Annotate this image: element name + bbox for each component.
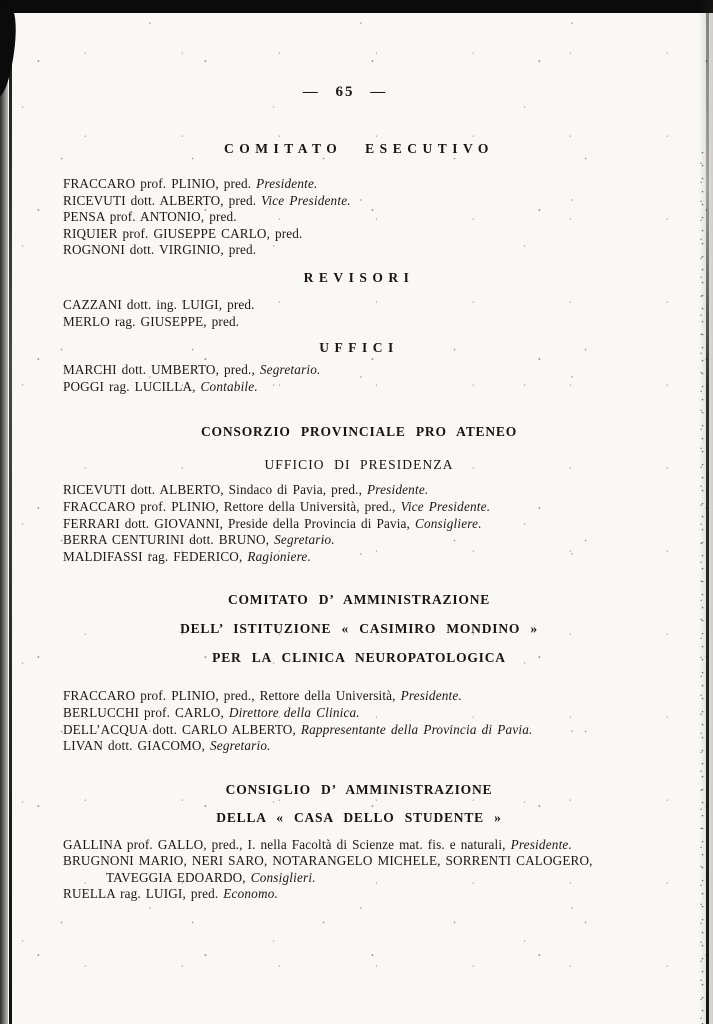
section-comitato-amministrazione-mondino xyxy=(63,592,655,754)
entry-list xyxy=(63,297,655,330)
entry-role: Segretario. xyxy=(209,738,271,754)
entry-text: RICEVUTI dott. ALBERTO, pred. xyxy=(63,192,262,208)
scan-edge-left-line xyxy=(9,10,12,1024)
section-heading: REVISORI xyxy=(303,269,415,285)
entry-role: Presidente. xyxy=(256,176,318,191)
entry-role: Presidente. xyxy=(366,482,429,498)
entry-role: Direttore della Clinica. xyxy=(228,704,360,720)
sections-container xyxy=(63,141,655,903)
scan-edge-left-gutter xyxy=(0,0,8,1024)
entry-role: Ragioniere. xyxy=(247,548,311,564)
entry-line xyxy=(63,297,655,314)
entry-line xyxy=(63,209,655,226)
section-heading: PER LA CLINICA NEUROPATOLOGICA xyxy=(212,650,506,666)
entry-role: Presidente. xyxy=(510,836,572,852)
section-consiglio-casa-studente xyxy=(63,782,655,903)
entry-text: FRACCARO prof. PLINIO, Rettore della Università, pred., xyxy=(63,498,401,514)
entry-line xyxy=(63,482,655,499)
entry-text: ROGNONI dott. VIRGINIO, pred. xyxy=(63,242,257,258)
page-content xyxy=(63,0,655,903)
entry-list xyxy=(63,837,655,903)
entry-text: BERRA CENTURINI dott. BRUNO, xyxy=(63,532,275,548)
entry-text: MALDIFASSI rag. FEDERICO, xyxy=(63,548,248,564)
section-heading: COMITATO ESECUTIVO xyxy=(224,141,494,156)
section-heading: COMITATO D’ AMMINISTRAZIONE xyxy=(227,592,491,608)
entry-role: Presidente. xyxy=(400,688,462,704)
entry-line xyxy=(63,688,655,705)
entry-role: Vice Presidente. xyxy=(400,498,491,514)
entry-text: GALLINA prof. GALLO, pred., I. nella Facoltà di Scienze mat. fis. e naturali, xyxy=(63,836,511,852)
entry-text: LIVAN dott. GIACOMO, xyxy=(63,738,210,754)
entry-role: Vice Presidente. xyxy=(261,192,351,208)
entry-list xyxy=(63,362,655,395)
entry-line xyxy=(63,499,655,516)
entry-text: RIQUIER prof. GIUSEPPE CARLO, pred. xyxy=(63,225,303,241)
entry-line xyxy=(63,837,655,854)
entry-line xyxy=(63,362,655,379)
section-consorzio-provinciale xyxy=(63,424,655,565)
section-heading: DELL’ ISTITUZIONE « CASIMIRO MONDINO » xyxy=(180,621,538,637)
entry-line xyxy=(63,886,655,903)
entry-text: BERLUCCHI prof. CARLO, xyxy=(63,704,229,720)
entry-text: RUELLA rag. LUIGI, pred. xyxy=(63,886,224,902)
entry-line xyxy=(63,242,655,259)
entry-text: PENSA prof. ANTONIO, pred. xyxy=(63,209,237,225)
entry-line xyxy=(63,705,655,722)
entry-role: Segretario. xyxy=(274,532,335,548)
entry-line xyxy=(63,193,655,210)
scan-edge-right-speckle xyxy=(699,150,706,1024)
entry-line xyxy=(63,176,655,193)
entry-role: Segretario. xyxy=(259,362,321,378)
section-heading: DELLA « CASA DELLO STUDENTE » xyxy=(216,809,502,825)
entry-list xyxy=(63,688,655,754)
entry-role: Consiglieri. xyxy=(250,869,316,885)
entry-text: BRUGNONI MARIO, NERI SARO, NOTARANGELO MICHELE, SORRENTI CALOGERO, xyxy=(63,853,593,869)
entry-text: TAVEGGIA EDOARDO, xyxy=(106,869,251,885)
scan-edge-right-line xyxy=(706,0,709,1024)
section-heading: UFFICIO DI PRESIDENZA xyxy=(264,457,454,473)
entry-line xyxy=(63,532,655,549)
entry-text: FRACCARO prof. PLINIO, pred. xyxy=(63,176,257,191)
entry-line xyxy=(63,314,655,331)
entry-list xyxy=(63,482,655,565)
entry-text: CAZZANI dott. ing. LUIGI, pred. xyxy=(63,296,255,312)
entry-line xyxy=(63,549,655,566)
entry-line xyxy=(63,738,655,755)
entry-text: FRACCARO prof. PLINIO, pred., Rettore della Università, xyxy=(63,688,401,704)
entry-text: FERRARI dott. GIOVANNI, Preside della Provincia di Pavia, xyxy=(63,515,415,531)
entry-line xyxy=(63,226,655,243)
section-comitato-esecutivo xyxy=(63,141,655,259)
entry-role: Economo. xyxy=(223,886,278,902)
entry-role: Rappresentante della Provincia di Pavia. xyxy=(300,721,533,737)
entry-line xyxy=(63,516,655,533)
entry-text: DELL’ACQUA dott. CARLO ALBERTO, xyxy=(63,721,301,737)
entry-line xyxy=(63,722,655,739)
entry-text: RICEVUTI dott. ALBERTO, Sindaco di Pavia, pred., xyxy=(63,482,367,498)
entry-text: MARCHI dott. UMBERTO, pred., xyxy=(63,362,260,378)
entry-text: POGGI rag. LUCILLA, xyxy=(63,378,201,394)
section-revisori xyxy=(63,270,655,330)
entry-line xyxy=(106,870,655,887)
page-number: — 65 — xyxy=(302,84,388,100)
entry-list xyxy=(63,176,655,259)
entry-line xyxy=(63,853,655,870)
section-heading: CONSORZIO PROVINCIALE PRO ATENEO xyxy=(200,424,517,440)
entry-role: Contabile. xyxy=(200,378,258,394)
entry-role: Consigliere. xyxy=(414,515,482,531)
section-heading: UFFICI xyxy=(319,340,399,356)
entry-text: MERLO rag. GIUSEPPE, pred. xyxy=(63,313,240,329)
section-uffici xyxy=(63,340,655,395)
entry-line xyxy=(63,379,655,396)
section-heading: CONSIGLIO D’ AMMINISTRAZIONE xyxy=(225,781,493,797)
